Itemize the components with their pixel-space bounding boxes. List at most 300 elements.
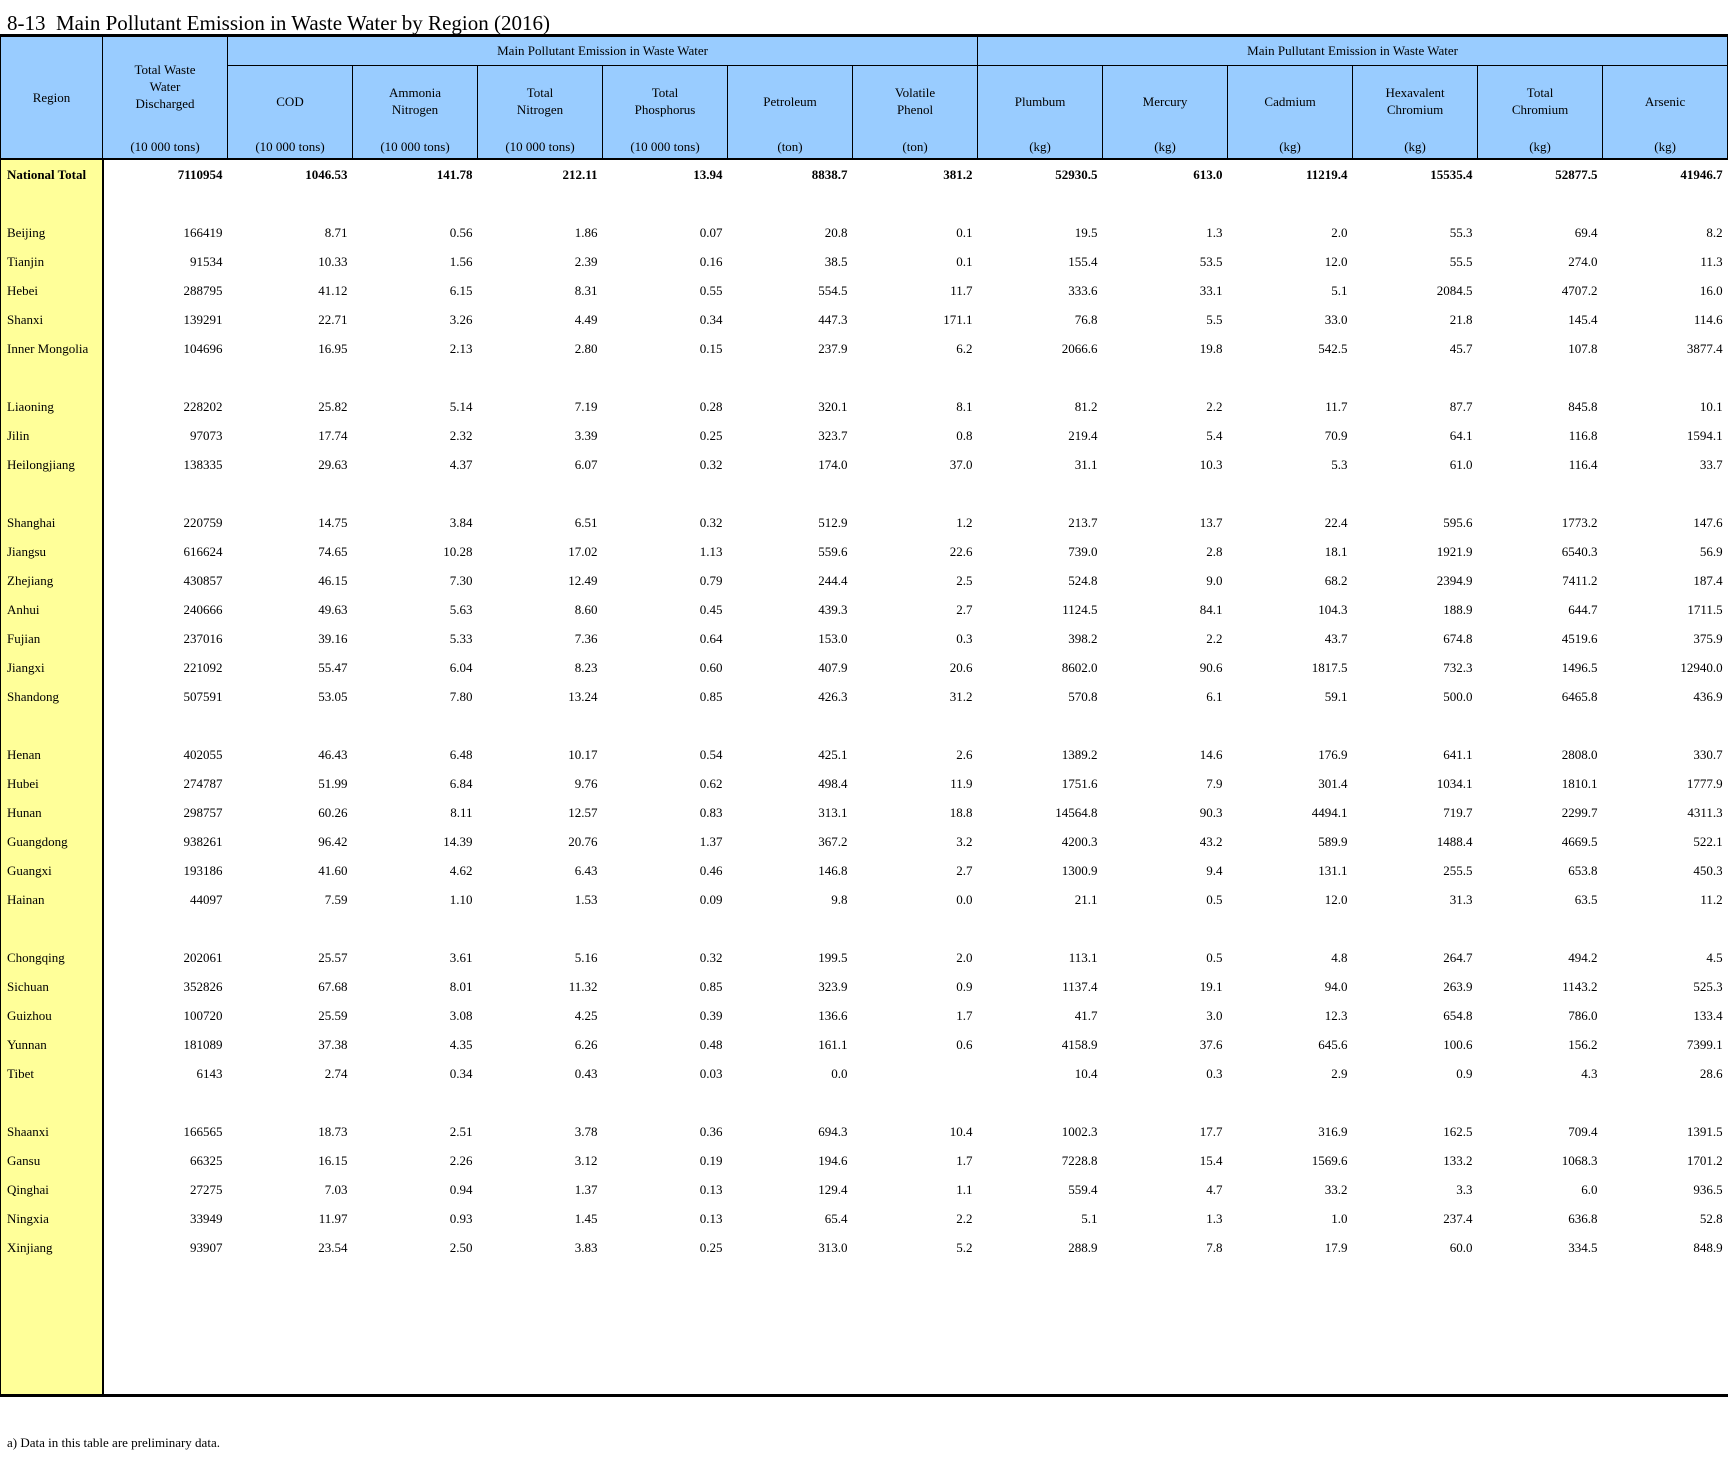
- header-unit: (ton): [777, 139, 803, 154]
- value-cell: 1034.1: [1436, 775, 1473, 791]
- value-cell: 33.2: [1324, 1181, 1348, 1197]
- value-cell: 5.2: [956, 1239, 973, 1255]
- value-cell: 274.0: [1568, 253, 1598, 269]
- value-cell: 19.8: [1199, 340, 1223, 356]
- region-cell: National Total: [1, 159, 103, 189]
- value-cell: 6.15: [449, 282, 473, 298]
- value-cell: 0.34: [699, 311, 723, 327]
- value-cell: 6.48: [449, 746, 473, 762]
- region-cell: Hainan: [1, 885, 103, 914]
- table-row: [1, 276, 1728, 305]
- table-row: [1, 392, 1728, 421]
- value-cell: 91534: [190, 253, 223, 269]
- table-row: [1, 1175, 1728, 1204]
- value-cell: 6.26: [574, 1036, 598, 1052]
- value-cell: 7.80: [449, 688, 473, 704]
- value-cell: 1046.53: [305, 166, 348, 182]
- value-cell: 7110954: [177, 166, 223, 182]
- value-cell: 1711.5: [1687, 601, 1723, 617]
- value-cell: 8.71: [324, 224, 348, 240]
- value-cell: 2.80: [574, 340, 598, 356]
- value-cell: 11.9: [950, 775, 973, 791]
- value-cell: 18.73: [318, 1123, 348, 1139]
- value-cell: 138335: [183, 456, 223, 472]
- value-cell: 5.63: [449, 601, 473, 617]
- value-cell: 333.6: [1068, 282, 1098, 298]
- value-cell: 6.04: [449, 659, 473, 675]
- table-row: [1, 1001, 1728, 1030]
- value-cell: 1.3: [1206, 1210, 1223, 1226]
- value-cell: 4.35: [449, 1036, 473, 1052]
- value-cell: 37.6: [1199, 1036, 1223, 1052]
- value-cell: 11.32: [568, 978, 598, 994]
- pollutant-table: [0, 34, 1728, 1397]
- value-cell: 323.7: [818, 427, 848, 443]
- value-cell: 4.49: [574, 311, 598, 327]
- value-cell: 13.7: [1199, 514, 1223, 530]
- value-cell: 589.9: [1318, 833, 1348, 849]
- value-cell: 49.63: [318, 601, 348, 617]
- value-cell: 2.2: [1206, 630, 1223, 646]
- value-cell: 7.19: [574, 398, 598, 414]
- value-cell: 9.0: [1206, 572, 1223, 588]
- value-cell: 21.1: [1074, 891, 1098, 907]
- region-cell: Ningxia: [1, 1204, 103, 1233]
- value-cell: 5.3: [1331, 456, 1348, 472]
- value-cell: 498.4: [818, 775, 848, 791]
- value-cell: 7228.8: [1061, 1152, 1098, 1168]
- value-cell: 8838.7: [811, 166, 848, 182]
- value-cell: 0.19: [699, 1152, 723, 1168]
- value-cell: 141.78: [436, 166, 473, 182]
- value-cell: 3.84: [449, 514, 473, 530]
- table-row: [1, 1233, 1728, 1262]
- value-cell: 4669.5: [1561, 833, 1598, 849]
- value-cell: 845.8: [1568, 398, 1598, 414]
- value-cell: 1.2: [956, 514, 973, 530]
- value-cell: 10.4: [949, 1123, 973, 1139]
- table-row: [1, 566, 1728, 595]
- value-cell: 1002.3: [1061, 1123, 1098, 1139]
- value-cell: 1.10: [449, 891, 473, 907]
- value-cell: 45.7: [1449, 340, 1473, 356]
- value-cell: 116.4: [1568, 456, 1598, 472]
- table-row: [1, 798, 1728, 827]
- value-cell: 113.1: [1068, 949, 1098, 965]
- value-cell: 554.5: [818, 282, 848, 298]
- value-cell: 161.1: [818, 1036, 848, 1052]
- header-arsenic: [1603, 66, 1728, 160]
- value-cell: 66325: [190, 1152, 223, 1168]
- value-cell: 3.26: [449, 311, 473, 327]
- value-cell: 61.0: [1449, 456, 1473, 472]
- value-cell: 8.2: [1706, 224, 1723, 240]
- value-cell: 936.5: [1693, 1181, 1723, 1197]
- spacer-cell: [103, 914, 1728, 943]
- value-cell: 616624: [183, 543, 223, 559]
- value-cell: 5.1: [1081, 1210, 1098, 1226]
- value-cell: 450.3: [1693, 862, 1723, 878]
- region-cell: Fujian: [1, 624, 103, 653]
- value-cell: 2.5: [956, 572, 973, 588]
- value-cell: 6.0: [1581, 1181, 1598, 1197]
- value-cell: 6.84: [449, 775, 473, 791]
- group-header-2: Main Pullutant Emission in Waste Water: [978, 36, 1728, 66]
- table-row: [1, 247, 1728, 276]
- header-unit: (10 000 tons): [255, 139, 325, 154]
- value-cell: 0.5: [1206, 891, 1223, 907]
- value-cell: 84.1: [1199, 601, 1223, 617]
- header-total-waste-water: [103, 36, 228, 160]
- value-cell: 51.99: [318, 775, 348, 791]
- value-cell: 426.3: [818, 688, 848, 704]
- region-cell: Shanxi: [1, 305, 103, 334]
- value-cell: 522.1: [1693, 833, 1723, 849]
- value-cell: 0.0: [956, 891, 973, 907]
- table-row: [1, 682, 1728, 711]
- value-cell: 288795: [183, 282, 223, 298]
- value-cell: 2.50: [449, 1239, 473, 1255]
- value-cell: 4.8: [1331, 949, 1348, 965]
- value-cell: 0.79: [699, 572, 723, 588]
- value-cell: 4.25: [574, 1007, 598, 1023]
- value-cell: 69.4: [1574, 224, 1598, 240]
- value-cell: 0.07: [699, 224, 723, 240]
- value-cell: 37.0: [949, 456, 973, 472]
- header-cod: [228, 66, 353, 160]
- value-cell: 14.6: [1199, 746, 1223, 762]
- value-cell: 524.8: [1068, 572, 1098, 588]
- value-cell: 33.1: [1199, 282, 1223, 298]
- value-cell: 0.45: [699, 601, 723, 617]
- value-cell: 1569.6: [1311, 1152, 1348, 1168]
- value-cell: 398.2: [1068, 630, 1098, 646]
- value-cell: 6143: [196, 1065, 223, 1081]
- region-cell: Jiangxi: [1, 653, 103, 682]
- value-cell: 425.1: [818, 746, 848, 762]
- region-cell: Inner Mongolia: [1, 334, 103, 363]
- region-cell: Beijing: [1, 218, 103, 247]
- value-cell: 2066.6: [1061, 340, 1098, 356]
- value-cell: 0.56: [449, 224, 473, 240]
- value-cell: 739.0: [1068, 543, 1098, 559]
- value-cell: 87.7: [1449, 398, 1473, 414]
- value-cell: 55.5: [1449, 253, 1473, 269]
- value-cell: 1068.3: [1561, 1152, 1598, 1168]
- region-cell: Anhui: [1, 595, 103, 624]
- value-cell: 430857: [183, 572, 223, 588]
- value-cell: 139291: [183, 311, 223, 327]
- value-cell: 7.9: [1206, 775, 1223, 791]
- value-cell: 12.57: [568, 804, 598, 820]
- value-cell: 63.5: [1574, 891, 1598, 907]
- value-cell: 2.7: [956, 862, 973, 878]
- value-cell: 0.32: [699, 456, 723, 472]
- value-cell: 3.3: [1456, 1181, 1473, 1197]
- value-cell: 31.2: [949, 688, 973, 704]
- value-cell: 25.57: [318, 949, 348, 965]
- value-cell: 1751.6: [1061, 775, 1098, 791]
- value-cell: 33949: [190, 1210, 223, 1226]
- value-cell: 3.39: [574, 427, 598, 443]
- spacer-row: [1, 1088, 1728, 1117]
- table-header: [1, 36, 1728, 160]
- value-cell: 1777.9: [1686, 775, 1723, 791]
- value-cell: 0.28: [699, 398, 723, 414]
- value-cell: 136.6: [818, 1007, 848, 1023]
- value-cell: 53.5: [1199, 253, 1223, 269]
- value-cell: 1.37: [699, 833, 723, 849]
- value-cell: 145.4: [1568, 311, 1598, 327]
- region-cell: Hunan: [1, 798, 103, 827]
- value-cell: 494.2: [1568, 949, 1598, 965]
- value-cell: 6.51: [574, 514, 598, 530]
- value-cell: 0.5: [1206, 949, 1223, 965]
- value-cell: 7.30: [449, 572, 473, 588]
- value-cell: [853, 1059, 978, 1088]
- value-cell: 9.76: [574, 775, 598, 791]
- value-cell: 5.4: [1206, 427, 1223, 443]
- header-plumbum: [978, 66, 1103, 160]
- value-cell: 2.51: [449, 1123, 473, 1139]
- value-cell: 1137.4: [1062, 978, 1098, 994]
- value-cell: 0.3: [1206, 1065, 1223, 1081]
- header-total-phosphorus: [603, 66, 728, 160]
- value-cell: 171.1: [943, 311, 973, 327]
- value-cell: 41946.7: [1680, 166, 1723, 182]
- table-row: [1, 537, 1728, 566]
- value-cell: 255.5: [1443, 862, 1473, 878]
- value-cell: 12.0: [1324, 253, 1348, 269]
- value-cell: 188.9: [1443, 601, 1473, 617]
- value-cell: 17.9: [1324, 1239, 1348, 1255]
- header-label: Total Phosphorus: [634, 85, 696, 117]
- value-cell: 323.9: [818, 978, 848, 994]
- value-cell: 0.60: [699, 659, 723, 675]
- value-cell: 786.0: [1568, 1007, 1598, 1023]
- value-cell: 7411.2: [1562, 572, 1598, 588]
- value-cell: 60.26: [318, 804, 348, 820]
- header-unit: (kg): [1154, 139, 1176, 154]
- group-header-1: Main Pollutant Emission in Waste Water: [228, 36, 978, 66]
- value-cell: 0.3: [956, 630, 973, 646]
- value-cell: 13.94: [693, 166, 723, 182]
- region-cell: Liaoning: [1, 392, 103, 421]
- value-cell: 313.1: [818, 804, 848, 820]
- value-cell: 55.3: [1449, 224, 1473, 240]
- value-cell: 22.6: [949, 543, 973, 559]
- value-cell: 0.34: [449, 1065, 473, 1081]
- value-cell: 10.1: [1699, 398, 1723, 414]
- value-cell: 0.0: [831, 1065, 848, 1081]
- spacer-cell: [103, 363, 1728, 392]
- table-row: [1, 740, 1728, 769]
- value-cell: 33.0: [1324, 311, 1348, 327]
- table-row: [1, 159, 1728, 189]
- value-cell: 2.26: [449, 1152, 473, 1168]
- value-cell: 0.25: [699, 1239, 723, 1255]
- value-cell: 3.08: [449, 1007, 473, 1023]
- value-cell: 100.6: [1443, 1036, 1473, 1052]
- value-cell: 10.28: [443, 543, 473, 559]
- value-cell: 298757: [183, 804, 223, 820]
- value-cell: 46.43: [318, 746, 348, 762]
- value-cell: 3.0: [1206, 1007, 1223, 1023]
- value-cell: 19.5: [1074, 224, 1098, 240]
- value-cell: 645.6: [1318, 1036, 1348, 1052]
- value-cell: 12.0: [1324, 891, 1348, 907]
- value-cell: 1817.5: [1311, 659, 1348, 675]
- value-cell: 2299.7: [1561, 804, 1598, 820]
- value-cell: 0.09: [699, 891, 723, 907]
- value-cell: 1.53: [574, 891, 598, 907]
- value-cell: 20.76: [568, 833, 598, 849]
- spacer-cell: [103, 711, 1728, 740]
- value-cell: 719.7: [1443, 804, 1473, 820]
- value-cell: 1143.2: [1562, 978, 1598, 994]
- spacer-cell: [103, 479, 1728, 508]
- table-row: [1, 769, 1728, 798]
- value-cell: 22.4: [1324, 514, 1348, 530]
- value-cell: 1391.5: [1686, 1123, 1723, 1139]
- value-cell: 240666: [183, 601, 223, 617]
- value-cell: 21.8: [1449, 311, 1473, 327]
- value-cell: 18.8: [949, 804, 973, 820]
- value-cell: 7.03: [324, 1181, 348, 1197]
- table-row: [1, 1030, 1728, 1059]
- region-cell: Shandong: [1, 682, 103, 711]
- value-cell: 8.11: [450, 804, 473, 820]
- value-cell: 320.1: [818, 398, 848, 414]
- value-cell: 500.0: [1443, 688, 1473, 704]
- value-cell: 4.3: [1581, 1065, 1598, 1081]
- table-row: [1, 595, 1728, 624]
- header-label: Total Nitrogen: [516, 85, 564, 117]
- value-cell: 1.7: [956, 1152, 973, 1168]
- header-label: Volatile Phenol: [894, 85, 936, 117]
- table-row: [1, 305, 1728, 334]
- value-cell: 11.3: [1700, 253, 1723, 269]
- value-cell: 1.13: [699, 543, 723, 559]
- value-cell: 55.47: [318, 659, 348, 675]
- value-cell: 100720: [183, 1007, 223, 1023]
- header-unit: (kg): [1279, 139, 1301, 154]
- spacer-row: [1, 363, 1728, 392]
- value-cell: 636.8: [1568, 1210, 1598, 1226]
- value-cell: 2.39: [574, 253, 598, 269]
- header-hexavalent-chromium: [1353, 66, 1478, 160]
- value-cell: 96.42: [318, 833, 348, 849]
- value-cell: 0.8: [956, 427, 973, 443]
- value-cell: 352826: [183, 978, 223, 994]
- value-cell: 8.60: [574, 601, 598, 617]
- region-cell: Xinjiang: [1, 1233, 103, 1262]
- value-cell: 38.5: [824, 253, 848, 269]
- value-cell: 512.9: [818, 514, 848, 530]
- value-cell: 166419: [183, 224, 223, 240]
- header-label: Total Waste Water Discharged: [134, 62, 196, 111]
- table-row: [1, 421, 1728, 450]
- value-cell: 0.36: [699, 1123, 723, 1139]
- table-row: [1, 450, 1728, 479]
- table-row: [1, 508, 1728, 537]
- value-cell: 264.7: [1443, 949, 1473, 965]
- value-cell: 221092: [183, 659, 223, 675]
- value-cell: 613.0: [1193, 166, 1223, 182]
- value-cell: 2.6: [956, 746, 973, 762]
- value-cell: 174.0: [818, 456, 848, 472]
- value-cell: 43.7: [1324, 630, 1348, 646]
- header-unit: (10 000 tons): [630, 139, 700, 154]
- value-cell: 1.1: [956, 1181, 973, 1197]
- value-cell: 447.3: [818, 311, 848, 327]
- value-cell: 14564.8: [1055, 804, 1098, 820]
- value-cell: 525.3: [1693, 978, 1723, 994]
- value-cell: 31.3: [1449, 891, 1473, 907]
- value-cell: 4.62: [449, 862, 473, 878]
- value-cell: 653.8: [1568, 862, 1598, 878]
- header-unit: (10 000 tons): [380, 139, 450, 154]
- value-cell: 848.9: [1693, 1239, 1723, 1255]
- value-cell: 56.9: [1699, 543, 1723, 559]
- value-cell: 237.9: [818, 340, 848, 356]
- value-cell: 263.9: [1443, 978, 1473, 994]
- value-cell: 13.24: [568, 688, 598, 704]
- value-cell: 19.1: [1199, 978, 1223, 994]
- value-cell: 0.64: [699, 630, 723, 646]
- table-row: [1, 1146, 1728, 1175]
- table-row: [1, 624, 1728, 653]
- value-cell: 5.16: [574, 949, 598, 965]
- value-cell: 0.6: [956, 1036, 973, 1052]
- value-cell: 6.2: [956, 340, 973, 356]
- filler-row: [1, 1262, 1728, 1396]
- value-cell: 43.2: [1199, 833, 1223, 849]
- value-cell: 5.33: [449, 630, 473, 646]
- value-cell: 9.4: [1206, 862, 1223, 878]
- value-cell: 0.93: [449, 1210, 473, 1226]
- value-cell: 334.5: [1568, 1239, 1598, 1255]
- value-cell: 0.13: [699, 1210, 723, 1226]
- value-cell: 25.82: [318, 398, 348, 414]
- value-cell: 1124.5: [1062, 601, 1098, 617]
- value-cell: 31.1: [1074, 456, 1098, 472]
- value-cell: 559.4: [1068, 1181, 1098, 1197]
- value-cell: 97073: [190, 427, 223, 443]
- value-cell: 0.9: [956, 978, 973, 994]
- value-cell: 93907: [190, 1239, 223, 1255]
- value-cell: 2.9: [1331, 1065, 1348, 1081]
- value-cell: 3877.4: [1686, 340, 1723, 356]
- value-cell: 23.54: [318, 1239, 348, 1255]
- value-cell: 17.02: [568, 543, 598, 559]
- header-unit: (10 000 tons): [505, 139, 575, 154]
- value-cell: 674.8: [1443, 630, 1473, 646]
- header-cadmium: [1228, 66, 1353, 160]
- value-cell: 68.2: [1324, 572, 1348, 588]
- value-cell: 44097: [190, 891, 223, 907]
- value-cell: 407.9: [818, 659, 848, 675]
- header-unit: (ton): [902, 139, 928, 154]
- spacer-cell: [103, 1088, 1728, 1117]
- value-cell: 193186: [183, 862, 223, 878]
- region-cell: [1, 914, 103, 943]
- value-cell: 20.6: [949, 659, 973, 675]
- value-cell: 181089: [183, 1036, 223, 1052]
- value-cell: 2.74: [324, 1065, 348, 1081]
- value-cell: 0.1: [956, 224, 973, 240]
- value-cell: 0.83: [699, 804, 723, 820]
